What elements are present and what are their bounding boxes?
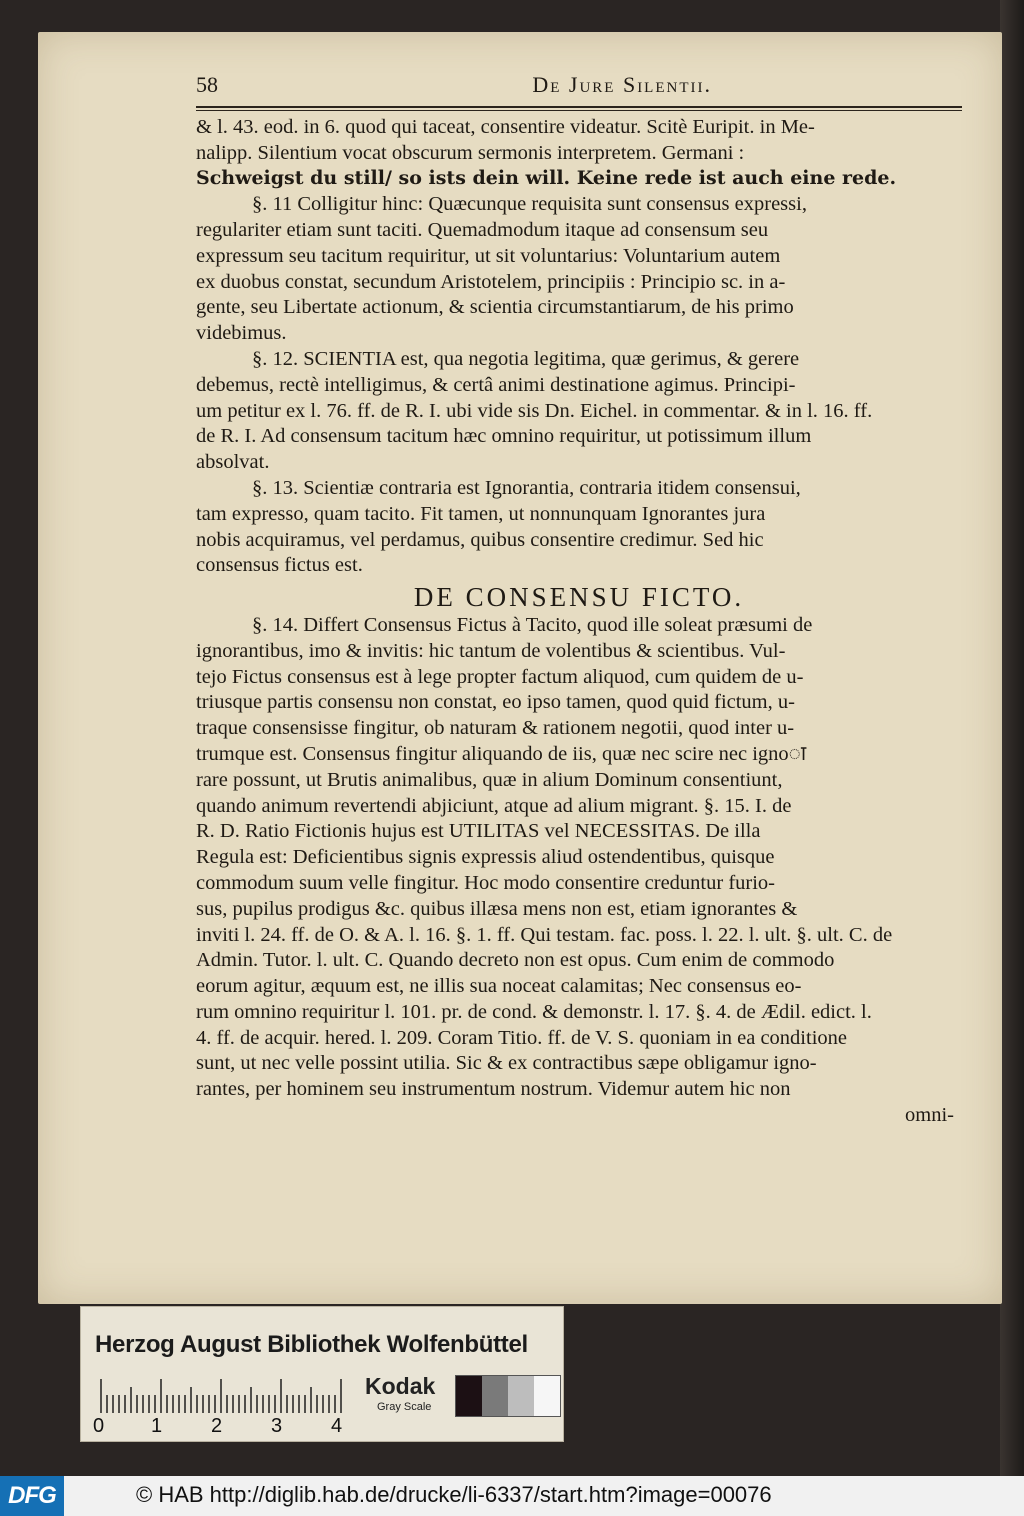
catchword: omni- [905,1104,954,1127]
ruler-number: 0 [93,1415,105,1437]
text-line: nobis acquiramus, vel perdamus, quibus consentire credimur. Sed hic [196,528,764,551]
color-reference-card [80,1306,564,1442]
text-line: um petitur ex l. 76. ff. de R. I. ubi vide sis Dn. Eichel. in commentar. & in l. 16. ff. [196,399,873,422]
text-line: commodum suum velle fingitur. Hoc modo consentire creduntur furio- [196,871,775,894]
text-line: sus, pupilus prodigus &c. quibus illæsa mens non est, etiam ignorantes & [196,897,798,920]
swatch [508,1376,534,1416]
text-line: expressum seu tacitum requiritur, ut sit voluntarius: Voluntarium autem [196,244,781,267]
library-name: Herzog August Bibliothek Wolfenbüttel [95,1331,528,1358]
ruler-number: 3 [271,1415,283,1437]
head-rule [196,106,962,111]
text-line: ex duobus constat, secundum Aristotelem, principiis : Principio sc. in a- [196,270,786,293]
ruler-scale [99,1377,349,1413]
text-line: trumque est. Consensus fingitur aliquando de iis, quæ nec scire nec ignoा [196,742,807,765]
dfg-logo: DFG [0,1476,64,1516]
ruler-number: 2 [211,1415,223,1437]
ruler-number: 4 [331,1415,343,1437]
swatch [534,1376,560,1416]
running-head [196,72,962,98]
text-line: nalipp. Silentium vocat obscurum sermonis interpretem. Germani : [196,141,745,164]
text-line: Regula est: Deficientibus signis expressis aliud ostendentibus, quisque [196,846,775,869]
text-line: de R. I. Ad consensum tacitum hæc omnino requiritur, ut potissimum illum [196,425,812,448]
text-line: debemus, rectè intelligimus, & certâ animi destinatione agimus. Principi- [196,373,796,396]
text-line: Admin. Tutor. l. ult. C. Quando decreto non est opus. Cum enim de commodo [196,949,835,972]
text-line: eorum agitur, æquum est, ne illis sua noceat calamitas; Nec consensus eo- [196,975,802,998]
text-line: quando animum revertendi abjiciunt, atque ad alium migrant. §. 15. I. de [196,794,792,817]
text-line: §. 13. Scientiæ contraria est Ignorantia, contraria itidem consensui, [252,476,801,499]
text-line: traque consensisse fingitur, ob naturam & rationem negotii, quod inter u- [196,717,795,740]
text-line: rare possunt, ut Brutis animalibus, quæ in alium Dominum consentiunt, [196,768,783,791]
credit-line: © HAB http://diglib.hab.de/drucke/li-6337/start.htm?image=00076 [136,1482,772,1507]
text-line: videbimus. [196,322,287,345]
text-line: sunt, ut nec velle possint utilia. Sic & ex contractibus sæpe obligamur igno- [196,1052,817,1075]
text-line: inviti l. 24. ff. de O. & A. l. 16. §. 1. ff. Qui testam. fac. poss. l. 22. l. ult. §. ult. C. de [196,923,893,946]
text-line: tam expresso, quam tacito. Fit tamen, ut nonnunquam Ignorantes jura [196,502,766,525]
text-line: consensus fictus est. [196,554,363,577]
swatch [456,1376,482,1416]
text-line: gente, seu Libertate actionum, & scientia circumstantiarum, de his primo [196,296,794,319]
text-line: & l. 43. eod. in 6. quod qui taceat, consentire videatur. Scitè Euripit. in Me- [196,115,815,138]
text-line: §. 14. Differt Consensus Fictus à Tacito, quod ille soleat præsumi de [252,613,813,636]
text-line: R. D. Ratio Fictionis hujus est UTILITAS vel NECESSITAS. De illa [196,820,761,843]
text-line: rum omnino requiritur l. 101. pr. de cond. & demonstr. l. 17. §. 4. de Ædil. edict. l. [196,1000,872,1023]
page-text [196,72,962,1129]
text-line: ignorantibus, imo & invitis: hic tantum de volentibus & scientibus. Vul- [196,639,786,662]
text-line: absolvat. [196,451,270,474]
ruler-number: 1 [151,1415,163,1437]
page-number: 58 [196,72,218,97]
text-line: triusque partis consensu non constat, eo ipso tamen, quod quid fictum, u- [196,691,795,714]
text-line-fraktur: Schweigst du still/ so ists dein will. Keine rede ist auch eine rede. [196,167,897,190]
text-line: rantes, per hominem seu instrumentum nostrum. Videmur autem hic non [196,1078,791,1101]
section-heading: DE CONSENSU FICTO. [413,582,745,613]
scan-edge [1000,0,1024,1476]
text-line: 4. ff. de acquir. hered. l. 209. Coram Titio. ff. de V. S. quoniam in ea conditione [196,1026,847,1049]
gray-swatches [455,1375,561,1417]
footer-bar [0,1476,1024,1516]
text-line: regulariter etiam sunt taciti. Quemadmodum itaque ad consensum seu [196,218,769,241]
text-line: §. 11 Colligitur hinc: Quæcunque requisita sunt consensus expressi, [252,193,807,216]
kodak-logo: Kodak [365,1373,436,1399]
swatch [482,1376,508,1416]
gray-scale-label: Gray Scale [377,1401,432,1413]
running-title: De Jure Silentii. [532,72,712,97]
text-line: §. 12. SCIENTIA est, qua negotia legitima, quæ gerimus, & gerere [252,347,800,370]
text-line: tejo Fictus consensus est à lege propter factum aliquod, cum quidem de u- [196,665,804,688]
